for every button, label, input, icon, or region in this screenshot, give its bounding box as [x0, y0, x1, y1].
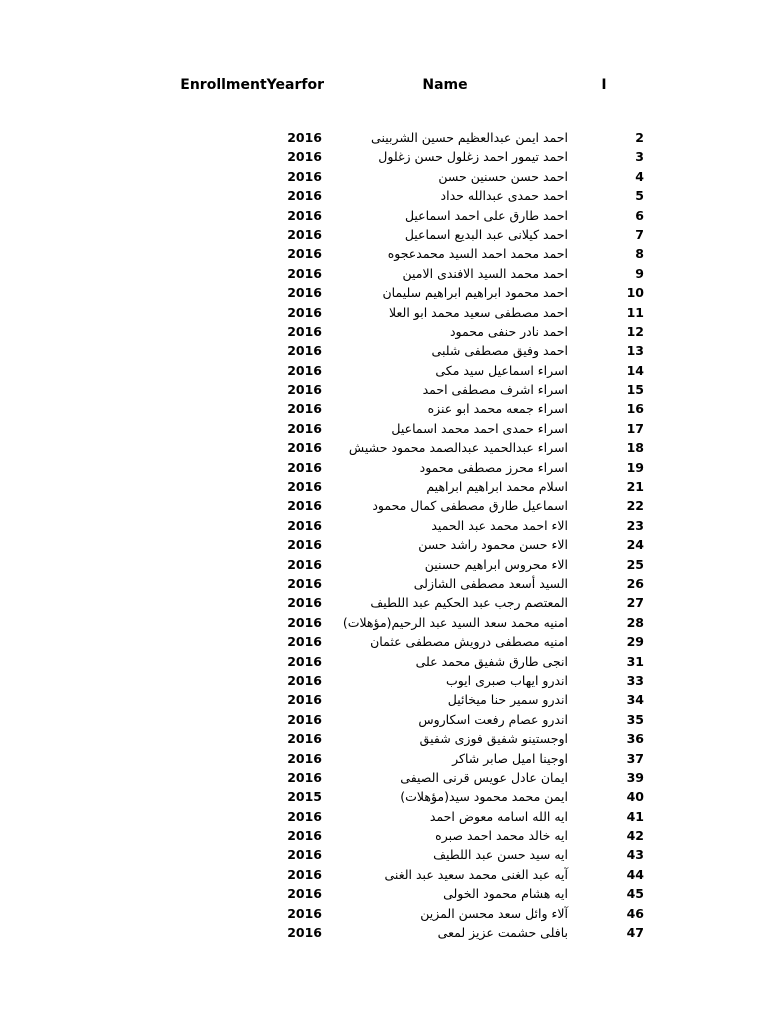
year-cell: 2016 — [287, 556, 322, 572]
name-cell: احمد حسن حسنين حسن — [438, 168, 568, 184]
name-cell: ايه هشام محمود الخولى — [443, 886, 568, 902]
year-cell: 2016 — [287, 382, 322, 398]
id-cell: 43 — [626, 847, 644, 863]
year-cell: 2016 — [287, 246, 322, 262]
id-cell: 44 — [626, 866, 644, 882]
year-cell: 2016 — [287, 207, 322, 223]
id-cell: 21 — [626, 479, 644, 495]
name-cell: احمد وفيق مصطفى شلبى — [431, 343, 568, 359]
table-row — [0, 787, 768, 806]
table-row — [0, 904, 768, 923]
year-cell: 2016 — [287, 226, 322, 242]
id-cell: 33 — [626, 672, 644, 688]
name-cell: آيه عبد الغنى محمد سعيد عبد الغنى — [384, 866, 568, 882]
id-cell: 7 — [635, 226, 644, 242]
year-cell: 2016 — [287, 479, 322, 495]
name-cell: السيد أسعد مصطفى الشازلى — [413, 575, 568, 591]
table-row — [0, 923, 768, 942]
id-cell: 37 — [626, 750, 644, 766]
year-cell: 2016 — [287, 866, 322, 882]
table-row — [0, 225, 768, 244]
year-cell: 2016 — [287, 634, 322, 650]
id-cell: 40 — [626, 789, 644, 805]
year-cell: 2016 — [287, 440, 322, 456]
year-cell: 2016 — [287, 188, 322, 204]
id-cell: 47 — [626, 925, 644, 941]
id-cell: 41 — [626, 808, 644, 824]
name-cell: احمد محمد السيد الافندى الامين — [402, 265, 568, 281]
table-row — [0, 380, 768, 399]
year-cell: 2016 — [287, 672, 322, 688]
name-cell: احمد طارق على احمد اسماعيل — [404, 207, 568, 223]
header-name: Name — [422, 77, 468, 93]
table-row — [0, 826, 768, 845]
name-cell: احمد محمود ابراهيم ابراهيم سليمان — [382, 285, 568, 301]
year-cell: 2016 — [287, 614, 322, 630]
id-cell: 26 — [626, 575, 644, 591]
id-cell: 12 — [626, 323, 644, 339]
year-cell: 2016 — [287, 401, 322, 417]
id-cell: 9 — [635, 265, 644, 281]
table-row — [0, 419, 768, 438]
table-row — [0, 632, 768, 651]
table-body — [0, 128, 768, 942]
year-cell: 2016 — [287, 595, 322, 611]
year-cell: 2016 — [287, 925, 322, 941]
table-row — [0, 749, 768, 768]
table-row — [0, 128, 768, 147]
table-row — [0, 593, 768, 612]
header-enrollment-year: EnrollmentYearfor — [180, 77, 324, 93]
year-cell: 2015 — [287, 789, 322, 805]
table-row — [0, 845, 768, 864]
table-row — [0, 729, 768, 748]
name-cell: اوجستينو شفيق فوزى شفيق — [419, 731, 568, 747]
id-cell: 24 — [626, 537, 644, 553]
name-cell: اسراء محرز مصطفى محمود — [419, 459, 568, 475]
table-row — [0, 264, 768, 283]
table-row — [0, 283, 768, 302]
year-cell: 2016 — [287, 420, 322, 436]
name-cell: ايمان عادل عويس قرنى الصيفى — [400, 769, 568, 785]
id-cell: 27 — [626, 595, 644, 611]
id-cell: 31 — [626, 653, 644, 669]
year-cell: 2016 — [287, 575, 322, 591]
id-cell: 46 — [626, 905, 644, 921]
table-header — [0, 77, 768, 99]
name-cell: اسراء حمدى احمد محمد اسماعيل — [391, 420, 568, 436]
name-cell: اندرو ايهاب صبرى ايوب — [445, 672, 568, 688]
year-cell: 2016 — [287, 653, 322, 669]
year-cell: 2016 — [287, 537, 322, 553]
year-cell: 2016 — [287, 323, 322, 339]
year-cell: 2016 — [287, 149, 322, 165]
id-cell: 16 — [626, 401, 644, 417]
name-cell: آلاء وائل سعد محسن المزين — [420, 905, 568, 921]
name-cell: امنيه محمد سعد السيد عبد الرحيم(مؤهلات) — [342, 614, 568, 630]
name-cell: الاء حسن محمود راشد حسن — [418, 537, 568, 553]
id-cell: 14 — [626, 362, 644, 378]
table-row — [0, 438, 768, 457]
table-row — [0, 671, 768, 690]
year-cell: 2016 — [287, 828, 322, 844]
table-row — [0, 399, 768, 418]
name-cell: احمد كيلانى عبد البديع اسماعيل — [404, 226, 568, 242]
table-row — [0, 516, 768, 535]
id-cell: 5 — [635, 188, 644, 204]
table-row — [0, 458, 768, 477]
name-cell: المعتصم رجب عبد الحكيم عبد اللطيف — [370, 595, 568, 611]
table-row — [0, 496, 768, 515]
table-row — [0, 574, 768, 593]
name-cell: اسراء عبدالحميد عبدالصمد محمود حشيش — [348, 440, 568, 456]
year-cell: 2016 — [287, 808, 322, 824]
id-cell: 3 — [635, 149, 644, 165]
id-cell: 4 — [635, 168, 644, 184]
id-cell: 17 — [626, 420, 644, 436]
name-cell: ايه الله اسامه معوض احمد — [429, 808, 568, 824]
year-cell: 2016 — [287, 498, 322, 514]
id-cell: 8 — [635, 246, 644, 262]
table-row — [0, 167, 768, 186]
table-row — [0, 865, 768, 884]
id-cell: 34 — [626, 692, 644, 708]
year-cell: 2016 — [287, 905, 322, 921]
name-cell: اندرو سمير حنا ميخائيل — [447, 692, 568, 708]
table-row — [0, 244, 768, 263]
year-cell: 2016 — [287, 711, 322, 727]
table-row — [0, 555, 768, 574]
name-cell: الاء احمد محمد عبد الحميد — [431, 517, 568, 533]
year-cell: 2016 — [287, 130, 322, 145]
id-cell: 19 — [626, 459, 644, 475]
id-cell: 15 — [626, 382, 644, 398]
name-cell: احمد محمد احمد السيد محمدعجوه — [387, 246, 568, 262]
name-cell: انجى طارق شفيق محمد على — [415, 653, 568, 669]
name-cell: ايمن محمد محمود سيد(مؤهلات) — [400, 789, 568, 805]
name-cell: اسماعيل طارق مصطفى كمال محمود — [372, 498, 568, 514]
table-row — [0, 322, 768, 341]
year-cell: 2016 — [287, 362, 322, 378]
year-cell: 2016 — [287, 692, 322, 708]
year-cell: 2016 — [287, 459, 322, 475]
name-cell: اسراء اشرف مصطفى احمد — [422, 382, 568, 398]
name-cell: اسراء جمعه محمد ابو عنزه — [427, 401, 568, 417]
id-cell: 25 — [626, 556, 644, 572]
table-row — [0, 768, 768, 787]
year-cell: 2016 — [287, 285, 322, 301]
name-cell: احمد تيمور احمد زغلول حسن زغلول — [378, 149, 568, 165]
table-row — [0, 710, 768, 729]
table-row — [0, 477, 768, 496]
table-row — [0, 884, 768, 903]
name-cell: احمد حمدى عبدالله حداد — [440, 188, 568, 204]
id-cell: 23 — [626, 517, 644, 533]
name-cell: احمد مصطفى سعيد محمد ابو العلا — [389, 304, 568, 320]
name-cell: احمد نادر حنفى محمود — [449, 323, 568, 339]
id-cell: 42 — [626, 828, 644, 844]
table-row — [0, 206, 768, 225]
id-cell: 29 — [626, 634, 644, 650]
year-cell: 2016 — [287, 769, 322, 785]
table-row — [0, 535, 768, 554]
id-cell: 13 — [626, 343, 644, 359]
year-cell: 2016 — [287, 304, 322, 320]
id-cell: 18 — [626, 440, 644, 456]
table-row — [0, 652, 768, 671]
name-cell: اسلام محمد ابراهيم ابراهيم — [426, 479, 568, 495]
header-id: I — [601, 77, 607, 93]
year-cell: 2016 — [287, 265, 322, 281]
id-cell: 11 — [626, 304, 644, 320]
id-cell: 22 — [626, 498, 644, 514]
name-cell: اوجينا اميل صابر شاكر — [452, 750, 568, 766]
year-cell: 2016 — [287, 168, 322, 184]
year-cell: 2016 — [287, 847, 322, 863]
year-cell: 2016 — [287, 517, 322, 533]
name-cell: احمد ايمن عبدالعظيم حسين الشربينى — [371, 130, 568, 145]
table-row — [0, 690, 768, 709]
id-cell: 45 — [626, 886, 644, 902]
id-cell: 10 — [626, 285, 644, 301]
id-cell: 6 — [635, 207, 644, 223]
name-cell: الاء محروس ابراهيم حسنين — [424, 556, 568, 572]
name-cell: اسراء اسماعيل سيد مكى — [435, 362, 568, 378]
name-cell: ايه خالد محمد احمد صبره — [435, 828, 568, 844]
year-cell: 2016 — [287, 731, 322, 747]
table-row — [0, 303, 768, 322]
id-cell: 35 — [626, 711, 644, 727]
table-row — [0, 341, 768, 360]
id-cell: 2 — [635, 130, 644, 145]
year-cell: 2016 — [287, 886, 322, 902]
table-row — [0, 613, 768, 632]
name-cell: اندرو عصام رفعت اسكاروس — [418, 711, 568, 727]
name-cell: امنيه مصطفى درويش مصطفى عثمان — [370, 634, 568, 650]
name-cell: بافلى حشمت عزيز لمعى — [437, 925, 568, 941]
table-row — [0, 807, 768, 826]
name-cell: ايه سيد حسن عبد اللطيف — [433, 847, 568, 863]
id-cell: 39 — [626, 769, 644, 785]
year-cell: 2016 — [287, 343, 322, 359]
id-cell: 36 — [626, 731, 644, 747]
table-row — [0, 361, 768, 380]
table-row — [0, 186, 768, 205]
year-cell: 2016 — [287, 750, 322, 766]
table-row — [0, 147, 768, 166]
id-cell: 28 — [626, 614, 644, 630]
